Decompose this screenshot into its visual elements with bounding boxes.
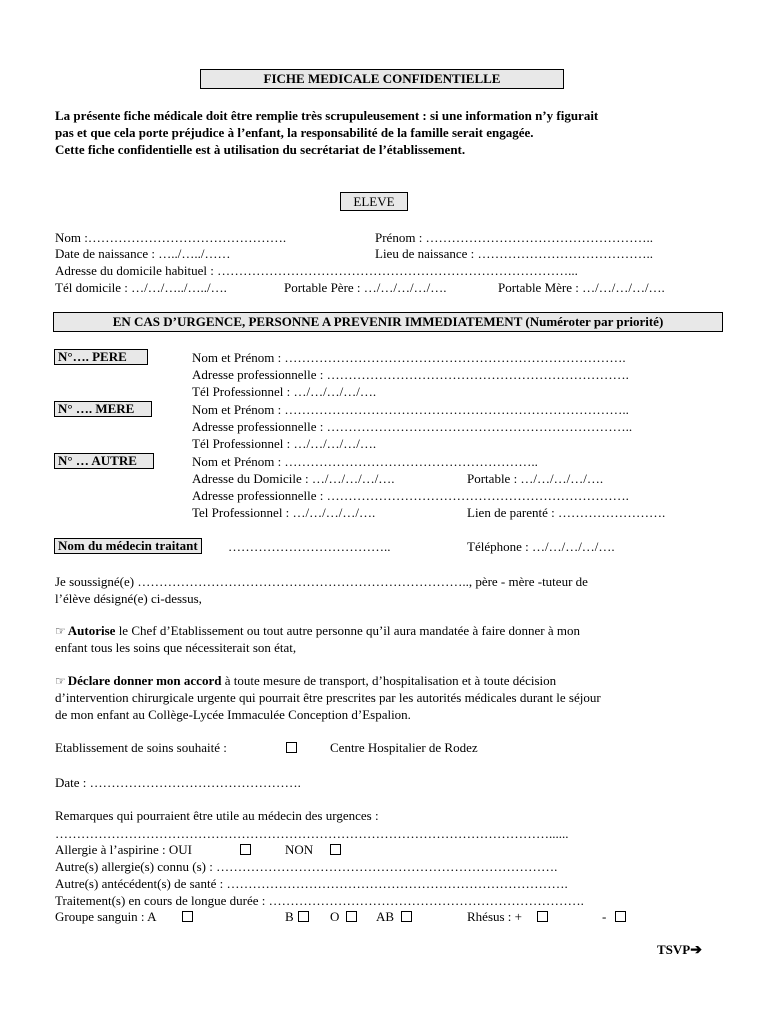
declare-line-2: d’intervention chirurgicale urgente qui pourrait être prescrites par les autorités médicales durant le séjour	[55, 690, 601, 705]
page-title: FICHE MEDICALE CONFIDENTIELLE	[200, 69, 564, 89]
groupe-o-label: O	[330, 909, 340, 924]
rhesus-plus-checkbox[interactable]	[537, 911, 548, 922]
pere-adresse-pro-field[interactable]: Adresse professionnelle : …………………………………………………………….	[192, 367, 629, 382]
pere-tel-pro-field[interactable]: Tél Professionnel : …/…/…/…/….	[192, 384, 377, 399]
groupe-o-checkbox[interactable]	[346, 911, 357, 922]
mere-label: N° …. MERE	[54, 401, 152, 417]
date-field[interactable]: Date : ………………………………………….	[55, 775, 301, 790]
aspirine-oui-checkbox[interactable]	[240, 844, 251, 855]
medecin-label: Nom du médecin traitant	[54, 538, 202, 554]
intro-line-3: Cette fiche confidentielle est à utilisation du secrétariat de l’établissement.	[55, 142, 466, 157]
traitements-field[interactable]: Traitement(s) en cours de longue durée : ……………………………………………………………….	[55, 893, 584, 908]
autre-label: N° … AUTRE	[54, 453, 154, 469]
aspirine-non-label: NON	[285, 842, 314, 857]
pere-nom-field[interactable]: Nom et Prénom : …………………………………………………………………….	[192, 350, 626, 365]
pointing-hand-icon: ☞	[55, 674, 66, 688]
pointing-hand-icon: ☞	[55, 624, 66, 638]
eleve-nom-field[interactable]: Nom :……………………………………….	[55, 230, 287, 245]
eleve-adresse-field[interactable]: Adresse du domicile habituel : ………………………………………………………………………...	[55, 263, 578, 278]
arrow-right-icon: ➔	[690, 943, 702, 958]
autre-tel-pro-field[interactable]: Tel Professionnel : …/…/…/…/….	[192, 505, 376, 520]
declare-line-3: de mon enfant au Collège-Lycée Immaculée Conception d’Espalion.	[55, 707, 411, 722]
soussigne-line-2: l’élève désigné(e) ci-dessus,	[55, 591, 202, 606]
mere-tel-pro-field[interactable]: Tél Professionnel : …/…/…/…/….	[192, 436, 377, 451]
declare-text: à toute mesure de transport, d’hospitalisation et à toute décision	[221, 673, 557, 688]
autre-adresse-domicile-field[interactable]: Adresse du Domicile : …/…/…/…/….	[192, 471, 395, 486]
autorise-text: le Chef d’Etablissement ou tout autre personne qu’il aura mandatée à faire donner à mon	[115, 623, 581, 638]
declare-label: Déclare donner mon accord	[67, 673, 222, 688]
rhesus-minus-checkbox[interactable]	[615, 911, 626, 922]
autre-adresse-pro-field[interactable]: Adresse professionnelle : …………………………………………………………….	[192, 488, 629, 503]
groupe-ab-label: AB	[376, 909, 395, 924]
soussigne-line-1[interactable]: Je soussigné(e) ………………………………………………………………….., père - mère -tuteur de	[55, 574, 588, 589]
mere-nom-field[interactable]: Nom et Prénom : ……………………………………………………………………..	[192, 402, 629, 417]
medecin-nom-field[interactable]: ………………………………..	[228, 539, 391, 554]
groupe-b-label: B	[285, 909, 294, 924]
remarques-field[interactable]: ……………………………………………………………………………………………………......	[55, 826, 569, 841]
eleve-tel-domicile-field[interactable]: Tél domicile : …/…/…../…../….	[55, 280, 227, 295]
aspirine-label: Allergie à l’aspirine : OUI	[55, 842, 192, 857]
antecedents-field[interactable]: Autre(s) antécédent(s) de santé : …………………………………………………………………….	[55, 876, 568, 891]
aspirine-non-checkbox[interactable]	[330, 844, 341, 855]
medecin-telephone-field[interactable]: Téléphone : …/…/…/…/….	[467, 539, 615, 554]
eleve-lieu-naissance-field[interactable]: Lieu de naissance : …………………………………..	[375, 246, 654, 261]
rhesus-label: Rhésus : +	[467, 909, 523, 924]
groupe-ab-checkbox[interactable]	[401, 911, 412, 922]
tsvp-text: TSVP	[657, 942, 691, 957]
autre-nom-field[interactable]: Nom et Prénom : …………………………………………………..	[192, 454, 538, 469]
intro-line-2: pas et que cela porte préjudice à l’enfant, la responsabilité de la famille serait engagée.	[55, 125, 534, 140]
eleve-portable-mere-field[interactable]: Portable Mère : …/…/…/…/….	[498, 280, 665, 295]
etablissement-checkbox[interactable]	[286, 742, 297, 753]
groupe-a-checkbox[interactable]	[182, 911, 193, 922]
groupe-sanguin-label: Groupe sanguin : A	[55, 909, 157, 924]
intro-line-1: La présente fiche médicale doit être remplie très scrupuleusement : si une information n’y figurait	[55, 108, 599, 123]
rhesus-minus-label: -	[602, 909, 607, 924]
autorise-line-2: enfant tous les soins que nécessiterait son état,	[55, 640, 297, 655]
autre-lien-field[interactable]: Lien de parenté : …………………….	[467, 505, 666, 520]
tsvp-footer	[657, 942, 702, 958]
mere-adresse-pro-field[interactable]: Adresse professionnelle : ……………………………………………………………..	[192, 419, 633, 434]
etablissement-option: Centre Hospitalier de Rodez	[330, 740, 478, 755]
autorise-label: Autorise	[67, 623, 116, 638]
eleve-prenom-field[interactable]: Prénom : ……………………………………………..	[375, 230, 654, 245]
eleve-portable-pere-field[interactable]: Portable Père : …/…/…/…/….	[284, 280, 447, 295]
declare-line-1	[55, 673, 556, 689]
eleve-date-naissance-field[interactable]: Date de naissance : …../…../……	[55, 246, 231, 261]
autre-portable-field[interactable]: Portable : …/…/…/…/….	[467, 471, 604, 486]
eleve-heading: ELEVE	[340, 192, 408, 211]
autorise-line-1	[55, 623, 580, 639]
groupe-b-checkbox[interactable]	[298, 911, 309, 922]
pere-label: N°…. PERE	[54, 349, 148, 365]
etablissement-label: Etablissement de soins souhaité :	[55, 740, 227, 755]
autres-allergies-field[interactable]: Autre(s) allergie(s) connu (s) : …………………………………………………………………….	[55, 859, 558, 874]
urgence-heading: EN CAS D’URGENCE, PERSONNE A PREVENIR IMMEDIATEMENT (Numéroter par priorité)	[53, 312, 723, 332]
remarques-label: Remarques qui pourraient être utile au médecin des urgences :	[55, 808, 379, 823]
